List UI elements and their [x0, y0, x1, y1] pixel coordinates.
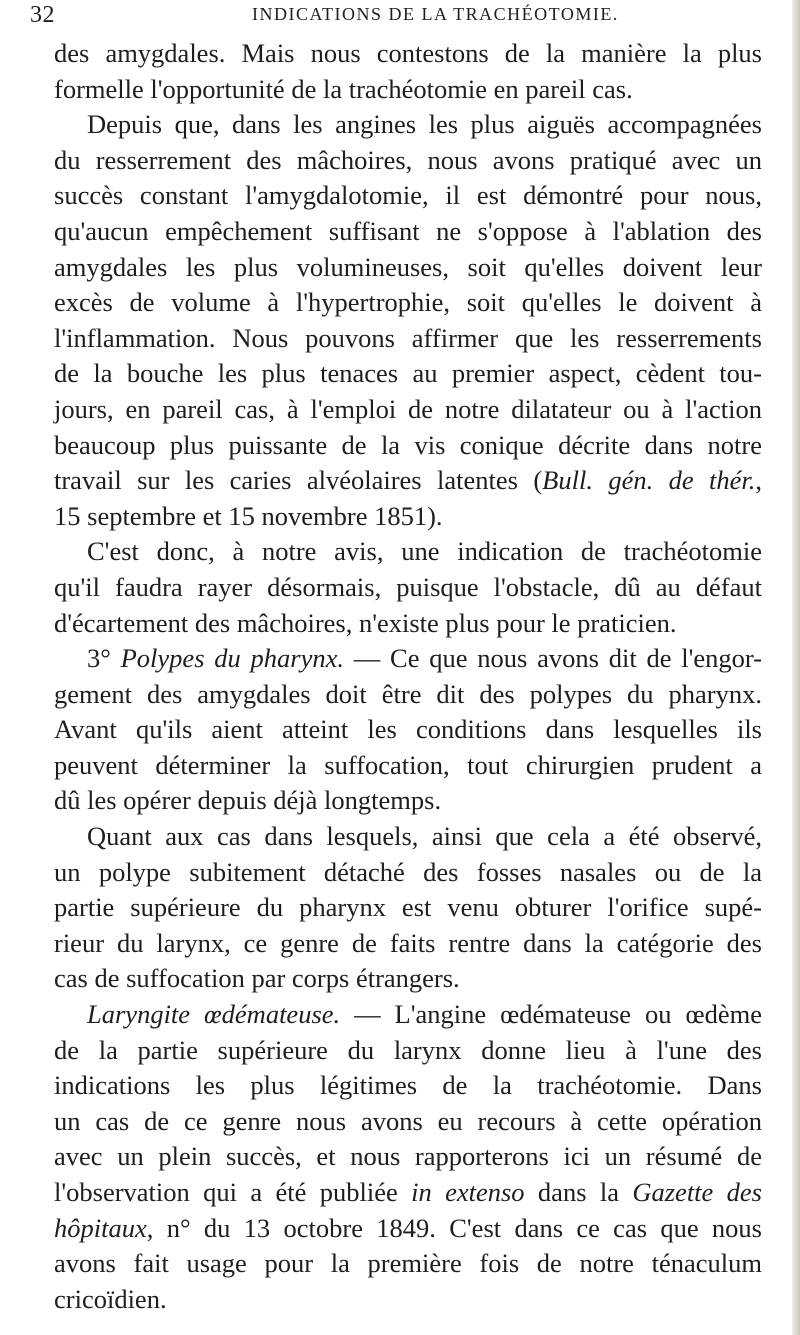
- text-segment: qu'aucun empêchement suffisant ne s'oppose à l'ablation des: [54, 215, 762, 246]
- text-segment: un polype subitement détaché des fosses nasales ou de la: [54, 856, 762, 887]
- text-segment: d'écartement des mâchoires, n'existe plus pour le praticien.: [54, 607, 677, 638]
- text-segment: formelle l'opportunité de la trachéotomie en pareil cas.: [54, 73, 633, 104]
- text-segment: 3°: [87, 643, 121, 674]
- text-line: [54, 926, 762, 962]
- body-text: [54, 36, 762, 1317]
- text-line: [54, 890, 762, 926]
- text-line: [54, 783, 762, 819]
- text-segment: — L'angine œdémateuse ou œdème: [340, 999, 762, 1030]
- text-line: [54, 819, 762, 855]
- text-segment: de la partie supérieure du larynx donne lieu à l'une des: [54, 1034, 762, 1065]
- italic-text: Laryngite œdémateuse.: [87, 999, 341, 1030]
- text-segment: peuvent déterminer la suffocation, tout chirurgien prudent a: [54, 749, 762, 780]
- italic-text: Bull. gén. de thér.: [542, 465, 756, 496]
- text-line: [54, 534, 762, 570]
- text-segment: cricoïdien.: [54, 1283, 167, 1314]
- text-segment: — Ce que nous avons dit de l'engor-: [344, 643, 762, 674]
- text-segment: jours, en pareil cas, à l'emploi de notre dilatateur ou à l'action: [54, 393, 762, 424]
- text-line: [54, 250, 762, 286]
- text-segment: partie supérieure du pharynx est venu obturer l'orifice supé-: [54, 892, 762, 923]
- text-line: [54, 392, 762, 428]
- text-segment: Quant aux cas dans lesquels, ainsi que cela a été observé,: [87, 821, 762, 852]
- text-line: [54, 1068, 762, 1104]
- text-segment: Avant qu'ils aient atteint les conditions dans lesquelles ils: [54, 714, 762, 745]
- text-segment: dans la: [524, 1177, 633, 1207]
- text-line: [54, 463, 762, 499]
- text-segment: amygdales les plus volumineuses, soit qu'elles doivent leur: [54, 251, 762, 282]
- text-line: [54, 178, 762, 214]
- text-line: [54, 855, 762, 891]
- italic-text: Gazette des: [632, 1177, 762, 1207]
- text-segment: 15 septembre et 15 novembre 1851).: [54, 500, 443, 531]
- text-line: [54, 285, 762, 321]
- text-line: [54, 1033, 762, 1069]
- text-segment: C'est donc, à notre avis, une indication de trachéotomie: [87, 536, 762, 567]
- text-segment: l'inflammation. Nous pouvons affirmer que les resserrements: [54, 322, 762, 353]
- italic-text: hôpitaux: [54, 1212, 147, 1243]
- page-number: 32: [30, 2, 55, 28]
- text-segment: excès de volume à l'hypertrophie, soit qu'elles le doivent à: [54, 287, 762, 318]
- text-line: [54, 321, 762, 357]
- text-line: [54, 570, 762, 606]
- text-line: [54, 499, 762, 535]
- running-head: [30, 2, 760, 32]
- text-segment: dû les opérer depuis déjà longtemps.: [54, 785, 442, 816]
- text-line: [54, 428, 762, 464]
- text-segment: travail sur les caries alvéolaires latentes (: [54, 465, 543, 496]
- text-segment: rieur du larynx, ce genre de faits rentre dans la catégorie des: [54, 927, 762, 958]
- text-segment: des amygdales. Mais nous contestons de la manière la plus: [54, 38, 762, 68]
- text-line: [54, 1282, 762, 1318]
- text-segment: ,: [755, 465, 762, 496]
- text-segment: , n° du 13 octobre 1849. C'est dans ce cas que nous: [146, 1212, 762, 1243]
- text-segment: de la bouche les plus tenaces au premier aspect, cèdent tou-: [54, 358, 762, 389]
- text-line: [54, 214, 762, 250]
- text-line: [54, 997, 762, 1033]
- text-segment: indications les plus légitimes de la trachéotomie. Dans: [54, 1070, 762, 1101]
- page-edge: [792, 0, 800, 1335]
- italic-text: in extenso: [411, 1177, 525, 1207]
- running-title: INDICATIONS DE LA TRACHÉOTOMIE.: [252, 4, 619, 24]
- text-line: [54, 356, 762, 392]
- text-line: [54, 1246, 762, 1282]
- text-line: [54, 1139, 762, 1175]
- text-line: [54, 641, 762, 677]
- text-line: [54, 1104, 762, 1140]
- text-line: [54, 1175, 762, 1211]
- text-line: [54, 72, 762, 108]
- text-line: [54, 606, 762, 642]
- text-segment: avons fait usage pour la première fois de notre ténaculum: [54, 1248, 762, 1279]
- text-line: [54, 36, 762, 72]
- text-line: [54, 107, 762, 143]
- text-segment: qu'il faudra rayer désormais, puisque l'obstacle, dû au défaut: [54, 571, 762, 602]
- text-line: [54, 1211, 762, 1247]
- text-line: [54, 961, 762, 997]
- text-line: [54, 712, 762, 748]
- text-segment: succès constant l'amygdalotomie, il est démontré pour nous,: [54, 180, 762, 211]
- text-segment: du resserrement des mâchoires, nous avons pratiqué avec un: [54, 144, 762, 175]
- text-line: [54, 143, 762, 179]
- italic-text: Polypes du pharynx.: [120, 643, 345, 674]
- text-segment: gement des amygdales doit être dit des polypes du pharynx.: [54, 678, 762, 709]
- text-segment: beaucoup plus puissante de la vis conique décrite dans notre: [54, 429, 762, 460]
- text-line: [54, 748, 762, 784]
- text-line: [54, 677, 762, 713]
- text-segment: Depuis que, dans les angines les plus aiguës accompagnées: [87, 109, 762, 140]
- text-segment: un cas de ce genre nous avons eu recours à cette opération: [54, 1105, 762, 1136]
- text-segment: l'observation qui a été publiée: [54, 1177, 412, 1207]
- text-segment: cas de suffocation par corps étrangers.: [54, 963, 460, 994]
- text-segment: avec un plein succès, et nous rapporterons ici un résumé de: [54, 1141, 762, 1172]
